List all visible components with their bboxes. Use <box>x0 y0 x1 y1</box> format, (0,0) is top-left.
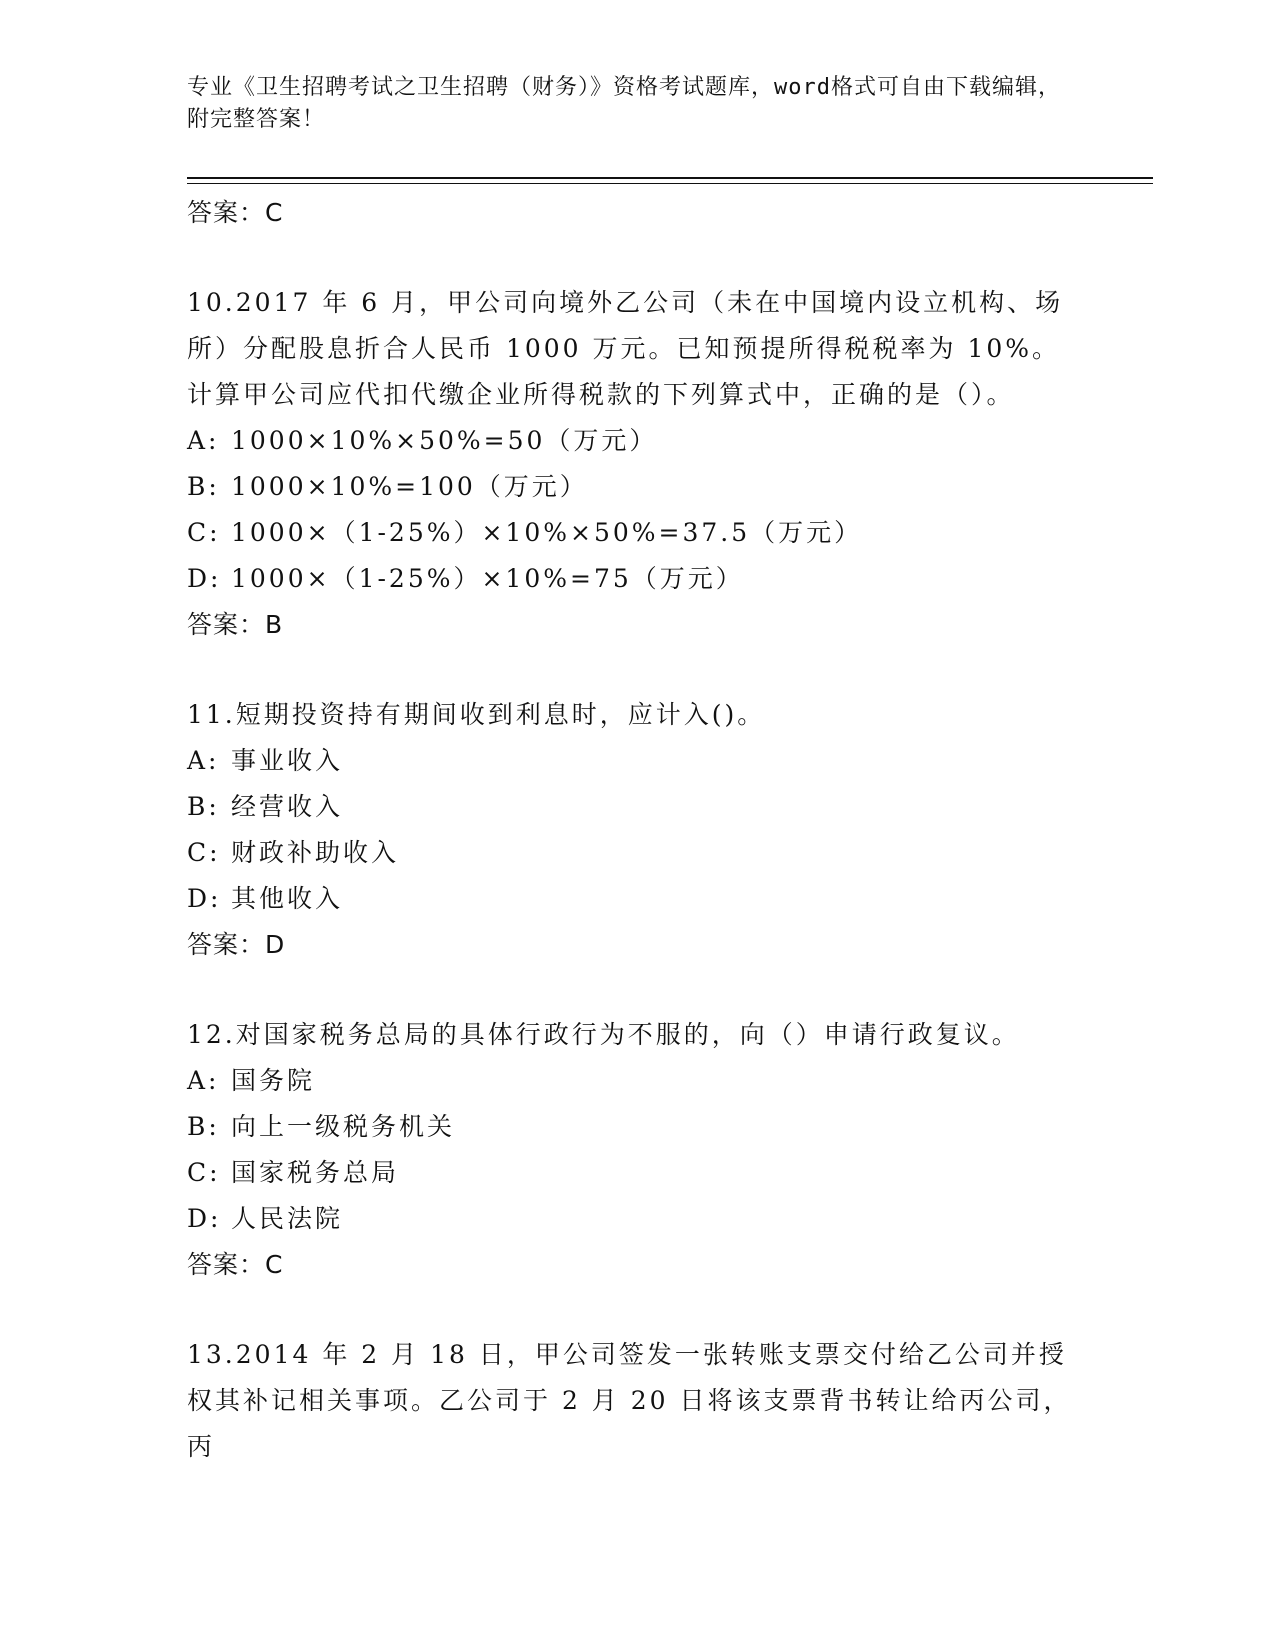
option-letter: A: <box>187 1066 220 1095</box>
option-c <box>187 510 1087 556</box>
answer-line: 答案：C <box>187 198 284 227</box>
option-letter: A: <box>187 746 220 775</box>
option-text: 人民法院 <box>231 1204 344 1233</box>
option-b <box>187 1104 1087 1150</box>
page-header: 专业《卫生招聘考试之卫生招聘（财务）》资格考试题库，word格式可自由下载编辑，附完整答案！ <box>187 75 1061 132</box>
option-c <box>187 830 1087 876</box>
question-stem: 11.短期投资持有期间收到利息时，应计入()。 <box>187 700 766 729</box>
option-d <box>187 876 1087 922</box>
option-text: 国务院 <box>231 1066 316 1095</box>
question-stem: 10.2017 年 6 月，甲公司向境外乙公司（未在中国境内设立机构、场所）分配股息折合人民币 1000 万元。已知预提所得税税率为 10%。计算甲公司应代扣代缴企业所得税款的下列算式中，正确的是（）。 <box>187 288 1064 409</box>
option-a <box>187 1058 1087 1104</box>
option-letter: D: <box>187 884 222 913</box>
option-letter: B: <box>187 472 220 501</box>
header-divider <box>187 177 1153 179</box>
option-letter: A: <box>187 426 220 455</box>
option-text: 经营收入 <box>231 792 344 821</box>
question-item <box>187 280 1087 648</box>
header-divider-thin <box>187 183 1153 184</box>
option-text: 1000×10%=100（万元） <box>231 472 588 501</box>
option-text: 1000×（1-25%）×10%=75（万元） <box>231 564 744 593</box>
option-d <box>187 556 1087 602</box>
option-c <box>187 1150 1087 1196</box>
option-letter: C: <box>187 838 221 867</box>
option-text: 1000×（1-25%）×10%×50%=37.5（万元） <box>231 518 863 547</box>
question-item <box>187 692 1087 968</box>
option-b <box>187 464 1087 510</box>
option-letter: D: <box>187 1204 222 1233</box>
option-letter: C: <box>187 1158 221 1187</box>
option-text: 向上一级税务机关 <box>231 1112 456 1141</box>
option-text: 事业收入 <box>231 746 344 775</box>
option-letter: B: <box>187 1112 220 1141</box>
option-letter: C: <box>187 518 221 547</box>
option-a <box>187 738 1087 784</box>
question-stem: 12.对国家税务总局的具体行政行为不服的，向（）申请行政复议。 <box>187 1020 1020 1049</box>
option-d <box>187 1196 1087 1242</box>
question-stem: 13.2014 年 2 月 18 日，甲公司签发一张转账支票交付给乙公司并授权其补记相关事项。乙公司于 2 月 20 日将该支票背书转让给丙公司，丙 <box>187 1340 1072 1461</box>
answer-line: 答案：C <box>187 1250 284 1279</box>
option-text: 国家税务总局 <box>231 1158 400 1187</box>
option-text: 1000×10%×50%=50（万元） <box>231 426 658 455</box>
option-text: 其他收入 <box>231 884 344 913</box>
question-item <box>187 1012 1087 1288</box>
option-a <box>187 418 1087 464</box>
option-letter: B: <box>187 792 220 821</box>
answer-line: 答案：B <box>187 610 284 639</box>
option-letter: D: <box>187 564 222 593</box>
answer-line: 答案：D <box>187 930 286 959</box>
question-item <box>187 1332 1087 1470</box>
option-text: 财政补助收入 <box>231 838 400 867</box>
option-b <box>187 784 1087 830</box>
question-list <box>187 190 1087 1470</box>
